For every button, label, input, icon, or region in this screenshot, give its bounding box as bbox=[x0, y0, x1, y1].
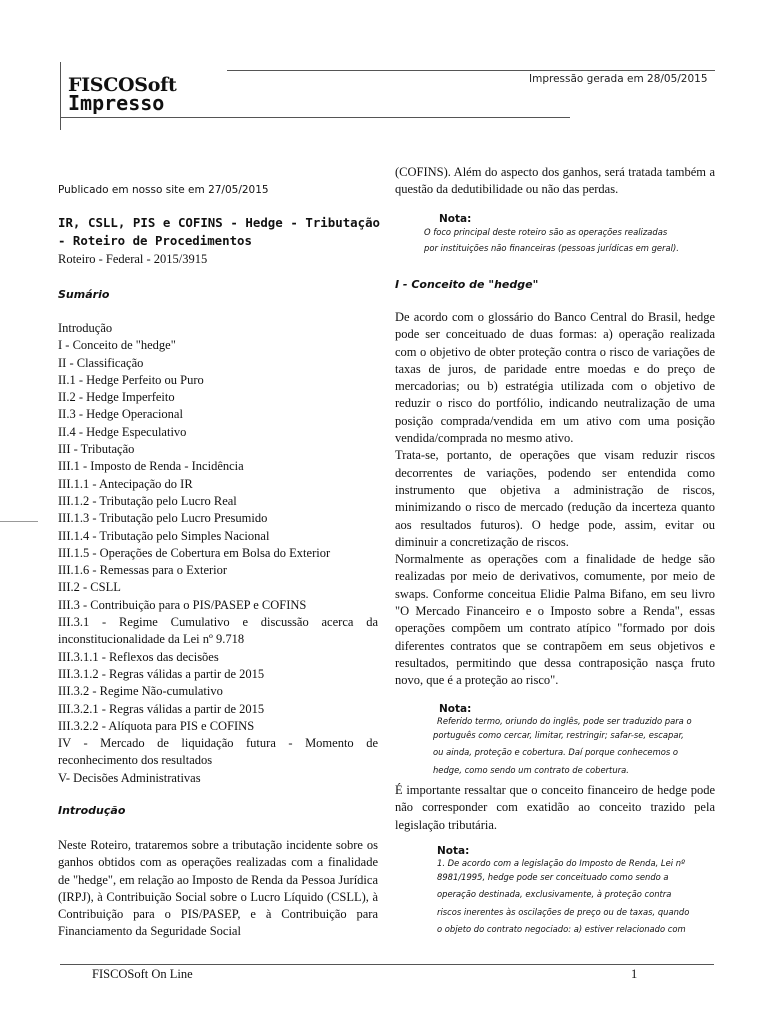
published-date: Publicado em nosso site em 27/05/2015 bbox=[58, 184, 269, 196]
toc-item: III.1.2 - Tributação pelo Lucro Real bbox=[58, 493, 237, 508]
brand-name: FISCOSoft bbox=[68, 74, 177, 96]
brand-subtitle: Impresso bbox=[68, 91, 165, 115]
note-text: ou ainda, proteção e cobertura. Daí porque conhecemos o bbox=[433, 747, 679, 758]
header-top-rule bbox=[227, 70, 715, 71]
toc-item: II.4 - Hedge Especulativo bbox=[58, 424, 187, 439]
intro-text: Neste Roteiro, trataremos sobre a tributação incidente sobre os ganhos obtidos com as operações realizadas com a finalidade de "hedge", em relação ao Imposto de Renda da Pessoa Jurídica (IRPJ), à Contribuição Social sobre o Lucro Líquido (CSLL), à Contribuição para o PIS/PASEP, e à Contribuição para Financiamento da Seguridade Social bbox=[58, 838, 378, 939]
intro-continuation-text: (COFINS). Além do aspecto dos ganhos, será tratada também a questão da dedutibilidade ou não das perdas. bbox=[395, 165, 715, 197]
intro-paragraph bbox=[58, 837, 378, 941]
toc-item: III.1.5 - Operações de Cobertura em Bolsa do Exterior bbox=[58, 545, 331, 560]
document-title: IR, CSLL, PIS e COFINS - Hedge - Tributação - Roteiro de Procedimentos bbox=[58, 215, 380, 248]
margin-mark bbox=[0, 521, 38, 522]
page-number: 1 bbox=[631, 967, 638, 981]
note-box bbox=[431, 845, 711, 939]
toc-item: III.1.3 - Tributação pelo Lucro Presumido bbox=[58, 511, 268, 526]
toc-item: III.3 - Contribuição para o PIS/PASEP e COFINS bbox=[58, 597, 307, 612]
note-text: O foco principal deste roteiro são as operações realizadas bbox=[424, 227, 668, 237]
paragraph: De acordo com o glossário do Banco Central do Brasil, hedge pode ser conceituado de duas formas: a) operação realizada com o objetivo de obter proteção contra o risco de variações de taxas de juros, de paridade entre moedas e do preço de mercadorias; ou b) estratégia utilizada com o objetivo de reduzir o risco do portfólio, indicando neutralização de uma posição comprada/vendida em um ativo com uma posição vendida/comprada no mesmo ativo. bbox=[395, 310, 715, 446]
note-label: Nota: bbox=[437, 845, 470, 857]
toc-item: III.3.2.2 - Alíquota para PIS e COFINS bbox=[58, 718, 255, 733]
toc-item: III.2 - CSLL bbox=[58, 580, 121, 595]
generated-date: Impressão gerada em 28/05/2015 bbox=[529, 73, 708, 85]
note-text: 8981/1995, hedge pode ser conceituado como sendo a bbox=[437, 872, 669, 882]
note-text: hedge, como sendo um contrato de cobertura. bbox=[433, 764, 629, 775]
toc-item: III.1.6 - Remessas para o Exterior bbox=[58, 563, 228, 578]
paragraph: Normalmente as operações com a finalidade de hedge são realizadas por meio de derivativos, comumente, por meio de swaps. Conforme conceitua Elidie Palma Bifano, em seu livro "O Mercado Financeiro e o Imposto sobre a Renda", essas operações compõem um contrato atípico "formado por dois diferentes contratos que se contrapõem em seus objetivos e resultados, permitindo que dessa contraposição nasça fruto novo, que é a proteção ao risco". bbox=[395, 552, 715, 688]
intro-continuation bbox=[395, 164, 715, 199]
footer-label: FISCOSoft On Line bbox=[92, 967, 193, 981]
header-bottom-rule bbox=[60, 117, 570, 118]
note-text: por instituições não financeiras (pessoas jurídicas em geral). bbox=[424, 243, 679, 253]
toc-item: III.3.1 - Regime Cumulativo e discussão acerca da inconstitucionalidade da Lei nº 9.718 bbox=[58, 615, 378, 647]
toc-item: IV - Mercado de liquidação futura - Momento de reconhecimento dos resultados bbox=[58, 736, 378, 768]
section-paragraphs bbox=[395, 309, 715, 690]
table-of-contents bbox=[58, 320, 378, 787]
toc-item: III.3.1.2 - Regras válidas a partir de 2015 bbox=[58, 666, 265, 681]
toc-item: III.3.2 - Regime Não-cumulativo bbox=[58, 684, 223, 699]
toc-item: I - Conceito de "hedge" bbox=[58, 338, 176, 353]
document-subtitle: Roteiro - Federal - 2015/3915 bbox=[58, 252, 208, 266]
toc-item: III.1.4 - Tributação pelo Simples Nacional bbox=[58, 528, 270, 543]
footer-rule bbox=[60, 964, 714, 965]
toc-item: II - Classificação bbox=[58, 355, 144, 370]
header-vertical-rule bbox=[60, 62, 61, 130]
section-paragraph-4 bbox=[395, 782, 715, 834]
note-text: português como cercar, limitar, restringir; safar-se, escapar, bbox=[433, 730, 684, 740]
intro-heading: Introdução bbox=[58, 804, 126, 817]
section-heading: I - Conceito de "hedge" bbox=[395, 278, 539, 291]
note-text: Referido termo, oriundo do inglês, pode ser traduzido para o bbox=[437, 716, 692, 726]
toc-item: II.2 - Hedge Imperfeito bbox=[58, 390, 175, 405]
note-label: Nota: bbox=[439, 703, 472, 715]
note-label: Nota: bbox=[439, 213, 472, 225]
toc-item: III.1 - Imposto de Renda - Incidência bbox=[58, 459, 244, 474]
note-box bbox=[431, 703, 711, 779]
toc-item: III - Tributação bbox=[58, 442, 135, 457]
toc-item: II.1 - Hedge Perfeito ou Puro bbox=[58, 372, 204, 387]
paragraph: É importante ressaltar que o conceito financeiro de hedge pode não corresponder com exatidão ao conceito trazido pela legislação tributária. bbox=[395, 783, 715, 832]
paragraph: Trata-se, portanto, de operações que visam reduzir riscos decorrentes de variações, podendo ser entendida como instrumento que objetiva a administração de riscos, minimizando o risco de mercado (redução da incerteza quanto aos resultados futuros). O hedge pode, assim, evitar ou diminuir a concretização de riscos. bbox=[395, 448, 715, 549]
toc-item: V- Decisões Administrativas bbox=[58, 770, 201, 785]
note-text: o objeto do contrato negociado: a) estiver relacionado com bbox=[437, 924, 686, 935]
toc-item: II.3 - Hedge Operacional bbox=[58, 407, 183, 422]
toc-item: III.3.2.1 - Regras válidas a partir de 2015 bbox=[58, 701, 265, 716]
toc-item: Introdução bbox=[58, 321, 113, 335]
note-text: operação destinada, exclusivamente, à proteção contra bbox=[437, 889, 672, 900]
summary-heading: Sumário bbox=[58, 288, 110, 301]
note-text: 1. De acordo com a legislação do Imposto de Renda, Lei nº bbox=[437, 858, 685, 868]
toc-item: III.3.1.1 - Reflexos das decisões bbox=[58, 649, 219, 664]
note-text: riscos inerentes às oscilações de preço ou de taxas, quando bbox=[437, 906, 690, 917]
note-box bbox=[421, 213, 711, 258]
toc-item: III.1.1 - Antecipação do IR bbox=[58, 476, 193, 491]
